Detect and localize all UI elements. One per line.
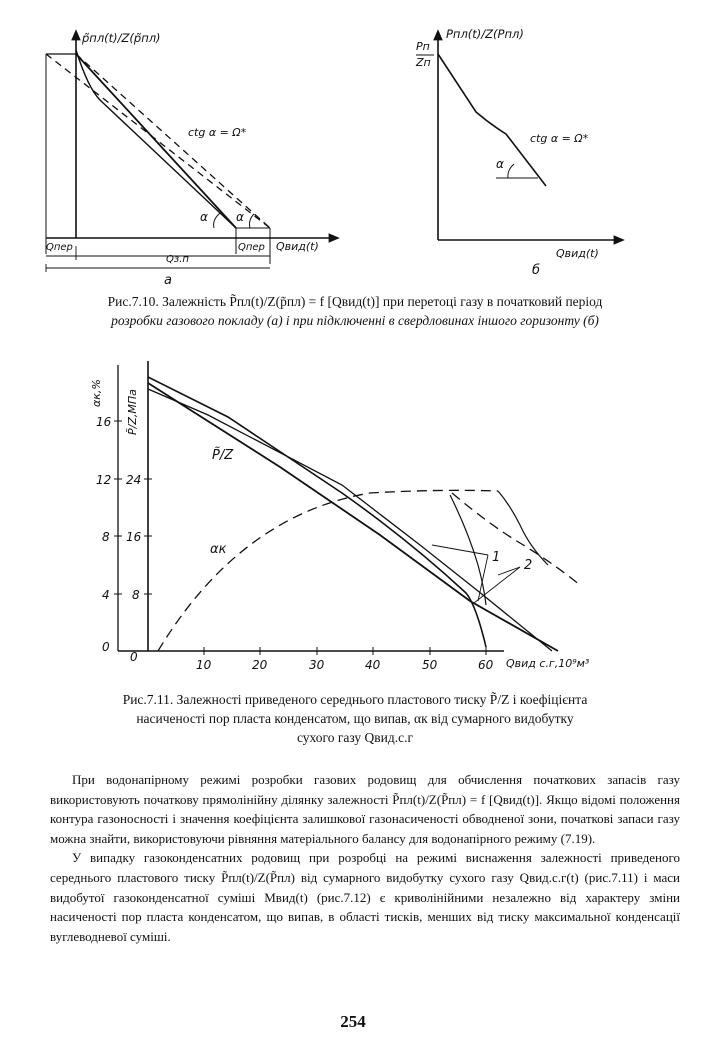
page-number: 254 [340, 1012, 366, 1031]
body-text [50, 770, 680, 946]
a-qzp-label: Qз.п [166, 254, 189, 265]
fig711-y-tick-16: 16 [96, 415, 112, 429]
fig711-y-tick-12: 12 [96, 473, 112, 487]
figure-7-10-a [40, 28, 340, 290]
fig711-x-label: Qвид с.г,10⁹м³ [506, 657, 590, 670]
a-tag: а [164, 273, 172, 288]
a-alpha-2: α [236, 210, 244, 224]
fig711-y-outer-label: αк,% [90, 379, 103, 407]
fig711-label-2: 2 [524, 558, 533, 573]
b-ctg-label: ctg α = Ω* [530, 132, 589, 145]
figure-7-10-b [410, 28, 630, 290]
fig711-y-inner-label: P̃/Z,МПа [126, 389, 139, 435]
fig711-x-tick-10: 10 [196, 658, 212, 672]
caption-fig-7-11: Рис.7.11. Залежності приведеного середнього пластового тиску P̃/Z і коефіцієнта насиченості пор пласта конденсатом, що випав, αк від сумарного видобутку сухого газу Qвид.с.г [122, 692, 588, 745]
fig711-y-tick-4: 4 [102, 588, 110, 602]
fig711-x-tick-50: 50 [422, 658, 438, 672]
fig711-ak-label: αк [210, 542, 227, 557]
fig711-y-tick-0: 0 [102, 640, 110, 654]
fig711-y-tick-8: 8 [102, 530, 110, 544]
figure-7-11 [80, 355, 640, 675]
b-tag: б [532, 263, 541, 278]
a-y-label: p̃пл(t)/Z(p̃пл) [82, 31, 161, 45]
fig711-label-1: 1 [492, 550, 501, 565]
paragraph-1: При водонапірному режимі розробки газових родовищ для обчислення початкових запасів газу використовують початкову прямолінійну ділянку залежності P̃пл(t)/Z(P̃пл) = f [Qвид(t)]. Якщо відомі положення контура газоносності і значення коефіцієнта залишкової газонасиченості обводненої зони, початкові запаси газу можна знайти, використовуючи рівняння матеріального балансу для водонапірного режиму (7.19). [50, 772, 680, 846]
fig711-yi-tick-16: 16 [126, 530, 142, 544]
fig711-x-tick-60: 60 [478, 658, 494, 672]
fig711-x-tick-20: 20 [252, 658, 268, 672]
paragraph-2: У випадку газоконденсатних родовищ при розробці на режимі виснаження залежності приведеного середнього пластового тиску P̃пл(t)/Z(P̃пл) від сумарного видобутку сухого газу Qвид.с.г(t) (рис.7.11) і маси видобутої газоконденсатної суміші Mвид(t) (рис.7.12) є криволінійними незалежно від характеру зміни насиченості пор пласта конденсатом, що випав, в області тисків, менших від тиску максимальної конденсації вуглеводневої суміші. [50, 850, 680, 944]
fig711-x-tick-40: 40 [365, 658, 381, 672]
caption-fig-7-10: Рис.7.10. Залежність P̃пл(t)/Z(p̃пл) = f [Qвид(t)] при перетоці газу в початковий період розробки газового покладу (а) і при підключенні в свердловинах іншого горизонту (б) [107, 294, 603, 328]
fig711-pz-label: P̃/Z [212, 448, 234, 463]
a-qper-right: Qпер [238, 242, 265, 253]
fig711-yi-tick-8: 8 [132, 588, 140, 602]
a-alpha-1: α [200, 210, 208, 224]
fig711-yi-tick-0: 0 [130, 650, 138, 664]
a-qper-left: Qпер [46, 242, 73, 253]
a-ctg-label: ctg α = Ω* [188, 126, 247, 139]
b-alpha: α [496, 157, 504, 171]
b-pn-label: Pп [416, 40, 430, 53]
b-qvid-label: Qвид(t) [556, 247, 599, 260]
b-y-label: Pпл(t)/Z(Pпл) [446, 28, 524, 41]
a-qvid-label: Qвид(t) [276, 240, 319, 253]
fig711-yi-tick-24: 24 [126, 473, 142, 487]
b-zn-label: Zп [416, 56, 431, 69]
fig711-x-tick-30: 30 [309, 658, 325, 672]
